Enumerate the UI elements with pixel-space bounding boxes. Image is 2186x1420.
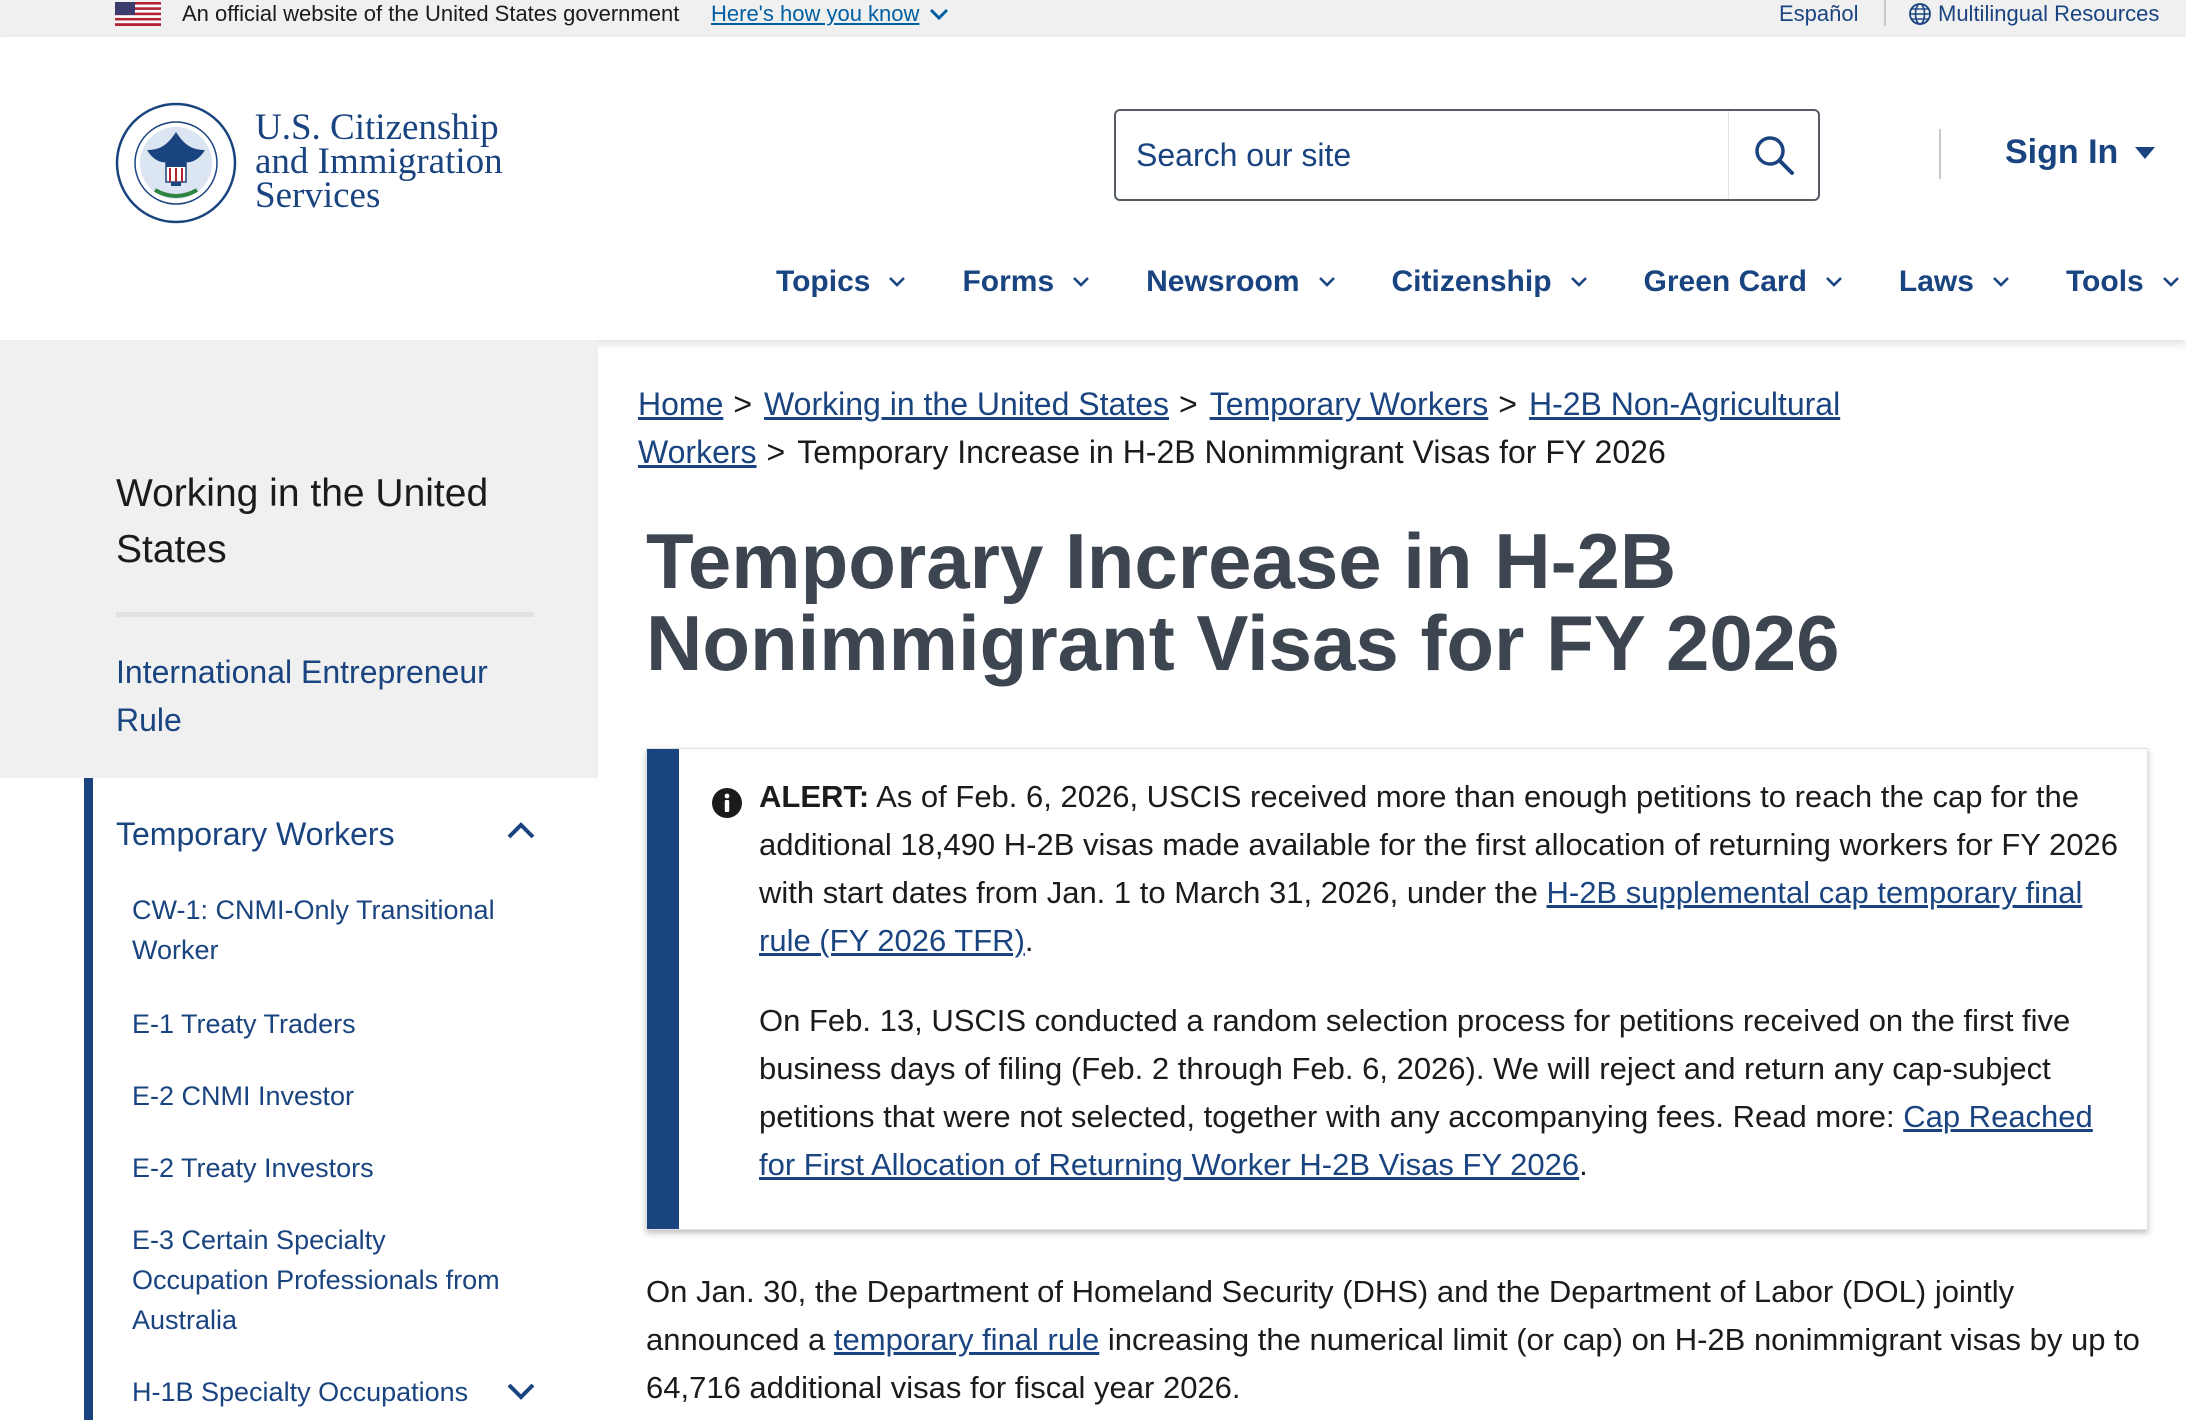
main-nav — [776, 265, 2180, 299]
agency-name[interactable] — [255, 107, 503, 216]
alert-accent-bar — [647, 749, 679, 1229]
agency-name-line3: Services — [255, 175, 381, 216]
alert-p1-text: As of Feb. 6, 2026, USCIS received more than enough petitions to reach the cap for the additional 18,490 H-2B visas made available for the first allocation of returning workers for FY 2026 with start dates from Jan. 1 to March 31, 2026, under the — [759, 779, 2118, 910]
sidebar-item-international-entrepreneur[interactable]: International Entrepreneur Rule — [116, 654, 488, 738]
agency-name-line1: U.S. Citizenship — [255, 107, 499, 148]
breadcrumb-separator: > — [766, 434, 786, 470]
alert-p1-end: . — [1024, 923, 1034, 958]
search-icon — [1752, 133, 1796, 177]
alert-p2-text: On Feb. 13, USCIS conducted a random selection process for petitions received on the first five business days of filing (Feb. 2 through Feb. 6, 2026). We will reject and return any cap-subject petitions that were not selected, together with any accompanying fees. Read more: — [759, 1003, 2071, 1134]
sidebar-active-indicator — [84, 778, 93, 1420]
gov-banner — [0, 0, 2186, 37]
nav-topics[interactable] — [776, 265, 906, 299]
chevron-down-icon — [1825, 276, 1843, 288]
espanol-link[interactable]: Español — [1779, 1, 1859, 26]
breadcrumb-working[interactable]: Working in the United States — [764, 386, 1169, 422]
how-you-know-link[interactable] — [711, 0, 949, 28]
site-search — [1114, 109, 1820, 201]
intro-text-end: increasing the numerical limit (or cap) on H-2B nonimmigrant visas by up to 64,716 additional visas for fiscal year 2026. — [646, 1322, 2140, 1405]
info-icon — [711, 787, 743, 819]
dhs-seal-icon[interactable] — [115, 102, 237, 224]
breadcrumb-separator: > — [1498, 386, 1517, 422]
nav-topics-label: Topics — [776, 265, 871, 298]
multilingual-link[interactable] — [1908, 0, 2159, 28]
sidebar-subitem-h1b[interactable]: H-1B Specialty Occupations — [132, 1377, 469, 1407]
alert-p2-end: . — [1579, 1147, 1588, 1182]
sidebar-subitem-e2-cnmi[interactable]: E-2 CNMI Investor — [132, 1081, 355, 1111]
sidebar-subitem-e1[interactable]: E-1 Treaty Traders — [132, 1009, 356, 1039]
sidebar-divider — [116, 612, 534, 617]
chevron-down-icon — [1072, 276, 1090, 288]
nav-forms[interactable] — [962, 265, 1090, 299]
sign-in-button[interactable] — [2005, 133, 2156, 172]
cap-reached-link[interactable]: Cap Reached for First Allocation of Returning Worker H-2B Visas FY 2026 — [759, 1099, 2093, 1182]
nav-tools-label: Tools — [2065, 265, 2144, 298]
alert-paragraph-1 — [759, 773, 2129, 965]
sidebar-subitem-cw1[interactable]: CW-1: CNMI-Only Transitional Worker — [132, 895, 495, 965]
sidebar-subitem-e3[interactable]: E-3 Certain Specialty Occupation Professionals from Australia — [132, 1225, 500, 1335]
nav-newsroom-label: Newsroom — [1146, 265, 1300, 298]
nav-citizenship[interactable] — [1392, 265, 1588, 299]
chevron-down-icon — [888, 276, 906, 288]
temporary-final-rule-link[interactable]: temporary final rule — [833, 1322, 1100, 1357]
chevron-down-icon — [1318, 276, 1336, 288]
sidebar-title[interactable]: Working in the United States — [116, 472, 489, 571]
alert-box — [646, 748, 2148, 1230]
agency-name-line2: and Immigration — [255, 141, 503, 182]
caret-down-icon — [2134, 146, 2156, 160]
chevron-down-icon — [1992, 276, 2010, 288]
nav-laws[interactable] — [1899, 265, 2010, 299]
breadcrumb-home[interactable]: Home — [638, 386, 724, 422]
chevron-down-icon — [2162, 276, 2180, 288]
chevron-down-icon[interactable] — [506, 1382, 536, 1402]
multilingual-label: Multilingual Resources — [1938, 1, 2160, 26]
chevron-down-icon — [1570, 276, 1588, 288]
sidebar-item-temporary-workers[interactable]: Temporary Workers — [116, 816, 395, 852]
language-divider — [1884, 0, 1886, 26]
nav-citizenship-label: Citizenship — [1391, 265, 1552, 298]
breadcrumb-temporary-workers[interactable]: Temporary Workers — [1209, 386, 1489, 422]
alert-paragraph-2 — [759, 997, 2129, 1189]
nav-green-card[interactable] — [1644, 265, 1843, 299]
sign-in-label: Sign In — [2005, 133, 2119, 171]
nav-forms-label: Forms — [962, 265, 1055, 298]
official-website-text: An official website of the United States government — [182, 1, 680, 26]
breadcrumb-separator: > — [1179, 386, 1198, 422]
intro-text-start: On Jan. 30, the Department of Homeland Security (DHS) and the Department of Labor (DOL) jointly announced a — [646, 1274, 2015, 1357]
site-header — [0, 37, 2186, 340]
breadcrumb-current: Temporary Increase in H-2B Nonimmigrant Visas for FY 2026 — [797, 434, 1666, 470]
breadcrumb-separator: > — [733, 386, 753, 422]
alert-body — [759, 773, 2129, 1189]
chevron-up-icon[interactable] — [506, 820, 536, 840]
globe-icon — [1908, 2, 1932, 26]
intro-paragraph — [646, 1268, 2146, 1412]
tfr-link[interactable]: H-2B supplemental cap temporary final rule (FY 2026 TFR) — [759, 875, 2083, 958]
us-flag-icon — [115, 2, 161, 26]
sidebar-subitem-e2-treaty[interactable]: E-2 Treaty Investors — [132, 1153, 374, 1183]
search-input[interactable] — [1136, 111, 1726, 199]
nav-green-card-label: Green Card — [1643, 265, 1807, 298]
breadcrumb — [638, 380, 2108, 476]
alert-label: ALERT: — [759, 779, 870, 814]
page-title: Temporary Increase in H-2B Nonimmigrant Visas for FY 2026 — [646, 517, 1840, 687]
nav-tools[interactable] — [2066, 265, 2180, 299]
nav-newsroom[interactable] — [1146, 265, 1335, 299]
how-you-know-label: Here's how you know — [711, 1, 920, 26]
search-button[interactable] — [1728, 111, 1818, 199]
chevron-down-icon — [929, 7, 949, 21]
nav-laws-label: Laws — [1898, 265, 1974, 298]
signin-divider — [1939, 129, 1941, 179]
breadcrumb-h2b[interactable]: H-2B Non-Agricultural Workers — [638, 386, 1841, 470]
